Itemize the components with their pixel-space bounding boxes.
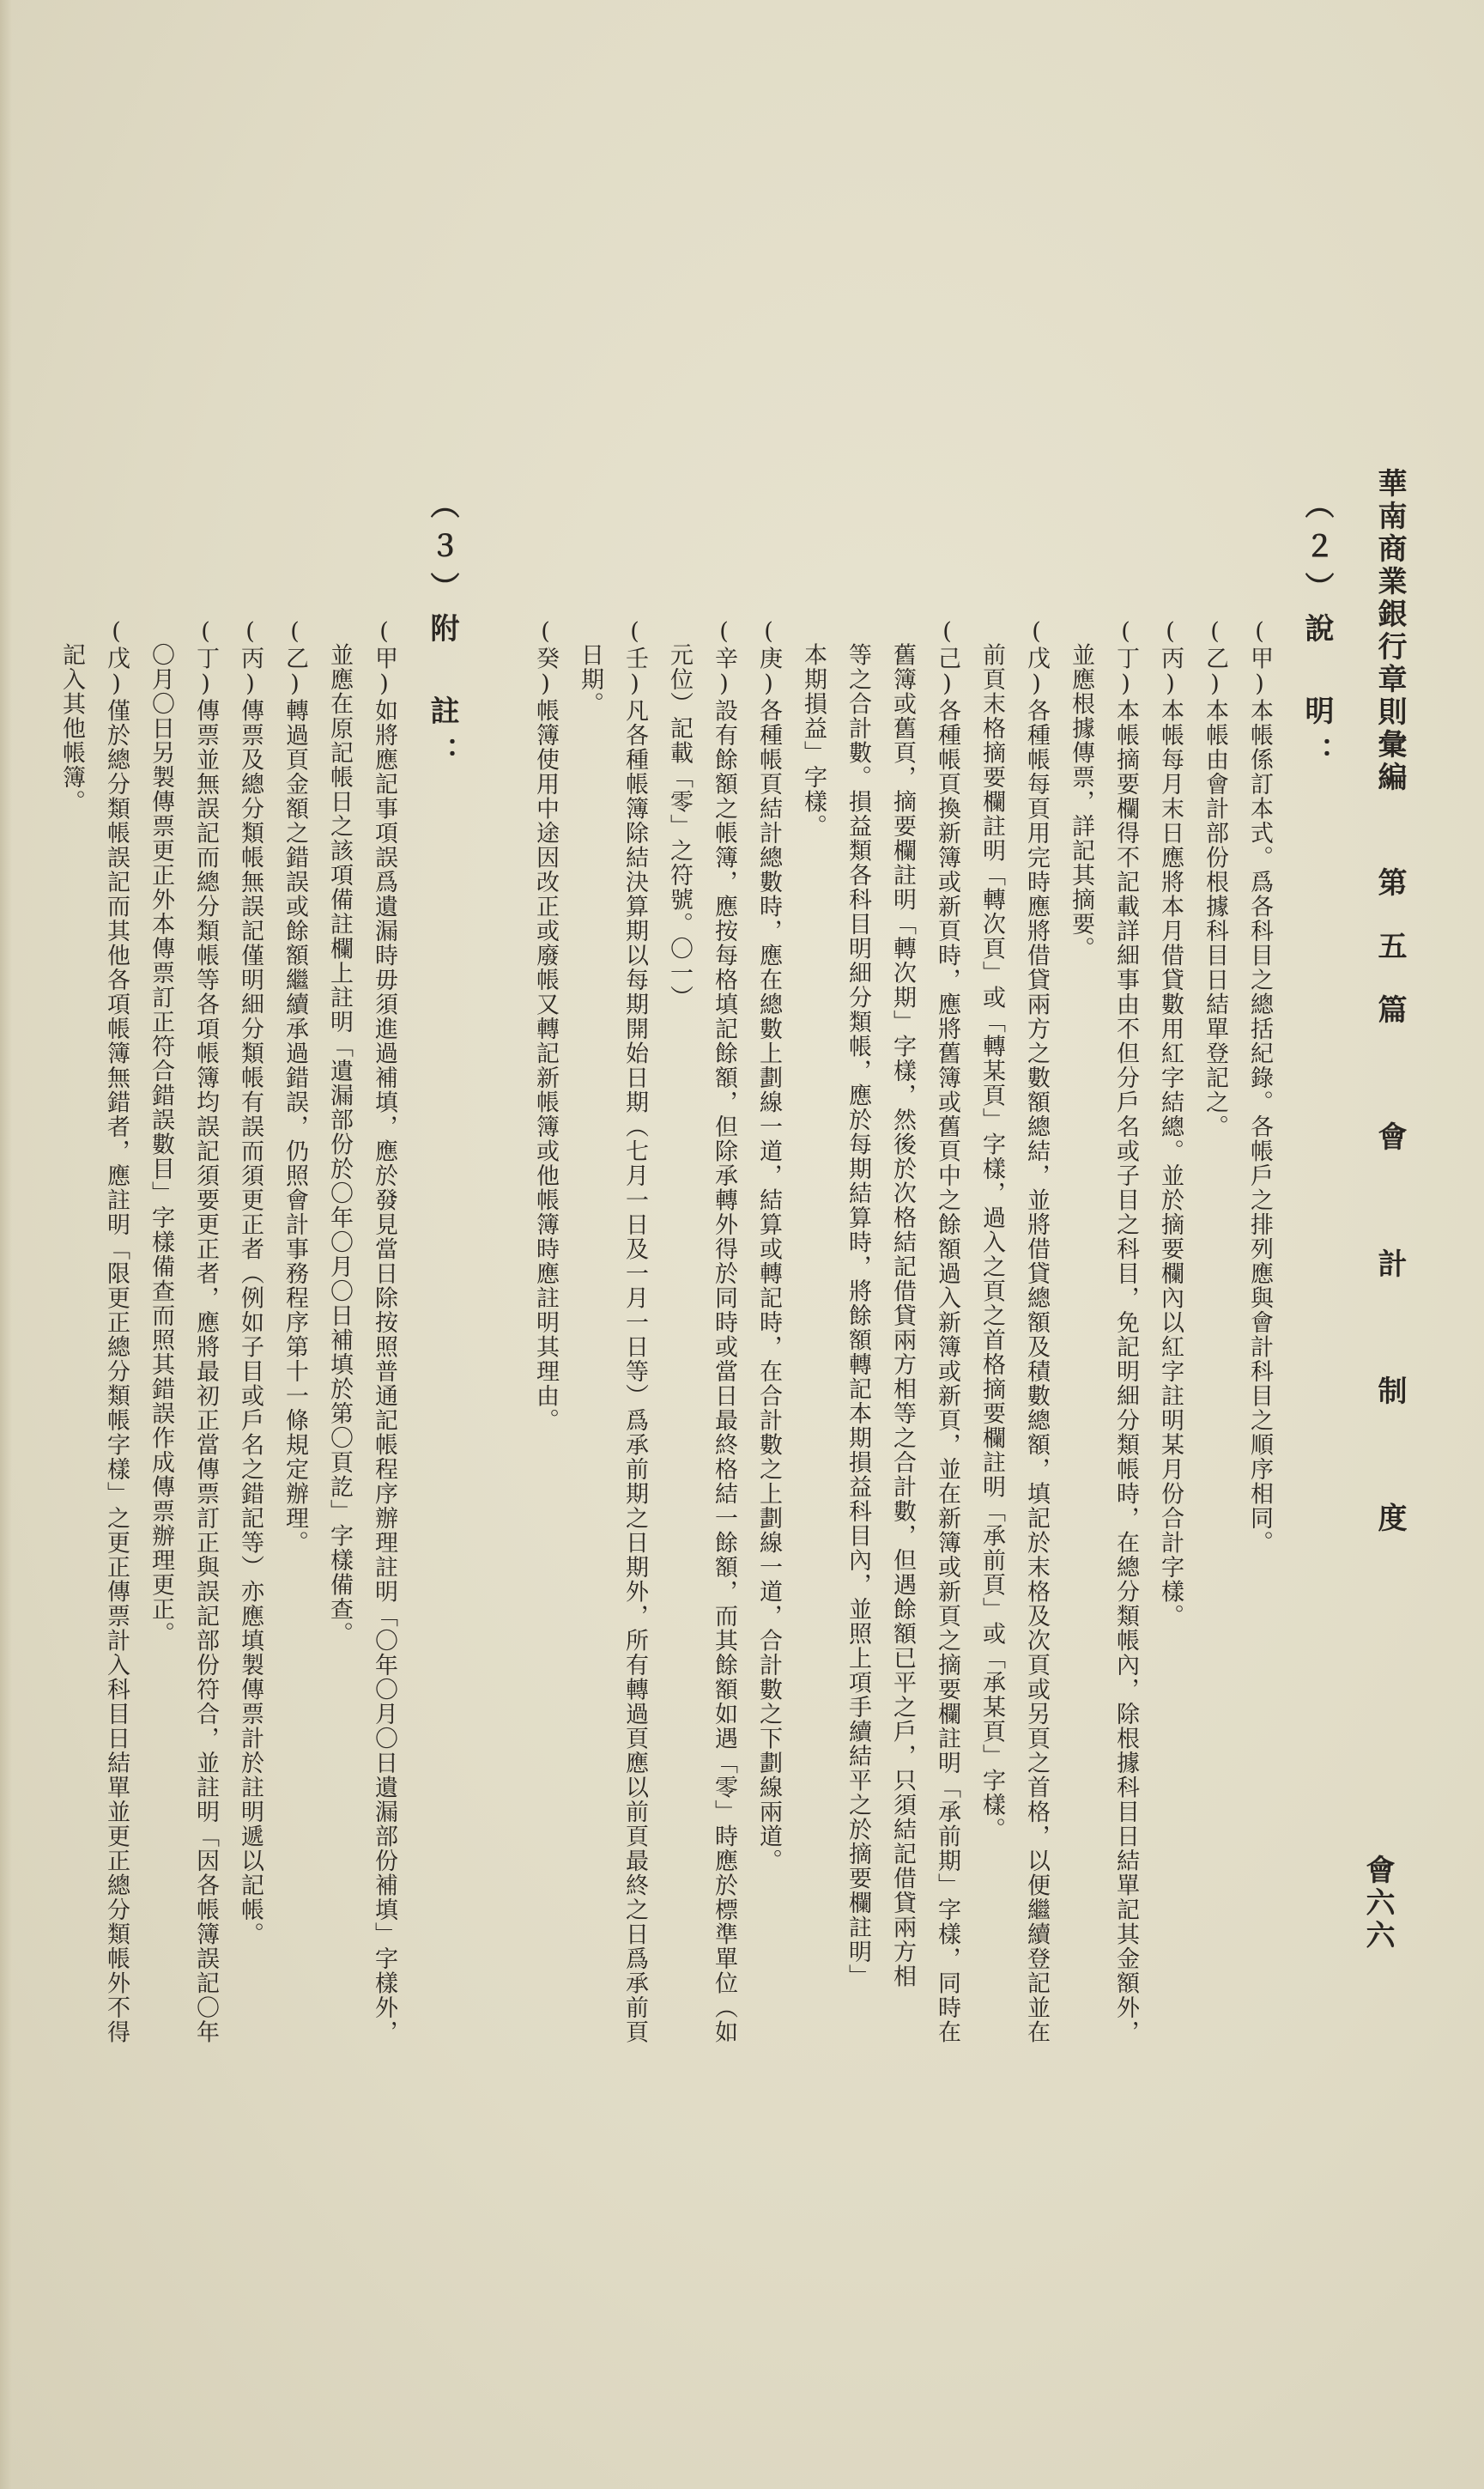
body-line: 並應在原記帳日之該項備註欄上註明「遺漏部份於〇年〇月〇日補填於第〇頁訖」字樣備查。: [326, 618, 353, 1646]
body-line: (戊)僅於總分類帳誤記而其他各項帳簿無錯者，應註明「限更正總分類帳字樣」之更正傳票計入科目日結單並更正總分類帳外不得: [103, 618, 130, 2044]
chapter-title: 第五篇 會 計 制 度: [1372, 867, 1407, 1566]
body-line: 〇月〇日另製傳票更正外本傳票訂正符合錯誤數目」字樣備查而照其錯誤作成傳票辦理更正。: [148, 618, 174, 1646]
book-title: 華南商業銀行章則彙編: [1372, 468, 1407, 794]
section-heading-explanation: （２）說 明：: [1299, 489, 1334, 778]
body-line: 日期。: [577, 618, 603, 716]
body-line: 等之合計數。損益類各科目明細分類帳，應於每期結算時，將餘額轉記本期損益科目內，並照上項手續結平之於摘要欄註明」: [845, 618, 871, 1988]
body-line: 元位）記載「零」之符號。〇一）: [666, 618, 693, 1010]
body-line: (己)各種帳頁換新簿或新頁時，應將舊簿或舊頁中之餘額過入新簿或新頁，並在新簿或新頁之摘要欄註明「承前期」字樣，同時在: [934, 618, 960, 2044]
body-line: (壬)凡各種帳簿除結決算期以每期開始日期（七月一日及一月一日等）爲承前期之日期外，所有轉過頁應以前頁最終之日爲承前頁: [621, 618, 648, 2044]
body-line: (丙)傳票及總分類帳無誤記僅明細分類帳有誤而須更正者（例如子目或戶名之錯記等）亦應填製傳票計於註明遞以記帳。: [237, 618, 263, 1946]
body-line: (甲)如將應記事項誤爲遺漏時毋須進過補填，應於發見當日除按照普通記帳程序辦理註明「〇年〇月〇日遺漏部份補填」字樣外，: [371, 618, 397, 2044]
body-line: (癸)帳簿使用中途因改正或廢帳又轉記新帳簿或他帳簿時應註明其理由。: [532, 618, 559, 1433]
body-line: (乙)轉過頁金額之錯誤或餘額繼續承過錯誤，仍照會計事務程序第十一條規定辦理。: [282, 618, 308, 1555]
page-spine-shadow: [0, 0, 12, 2489]
body-line: (丁)傳票並無誤記而總分類帳等各項帳簿均誤記須要更正者，應將最初正當傳票訂正與誤記部份符合，並註明「因各帳簿誤記〇年: [192, 618, 219, 2044]
section-heading-notes: （３）附 註：: [425, 489, 459, 778]
body-line: 並應根據傳票，詳記其摘要。: [1068, 618, 1094, 961]
body-line: (庚)各種帳頁結計總數時，應在總數上劃線一道，結算或轉記時，在合計數之上劃線一道，合計數之下劃線兩道。: [755, 618, 782, 1873]
body-line: (丁)本帳摘要欄得不記載詳細事由不但分戶名或子目之科目，免記明細分類帳時，在總分類帳內，除根據科目日結單記其金額外，: [1112, 618, 1139, 2044]
body-line: (丙)本帳每月末日應將本月借貸數用紅字結總。並於摘要欄內以紅字註明某月份合計字樣。: [1157, 618, 1184, 1629]
body-line: 本期損益」字樣。: [800, 618, 827, 839]
body-line: (乙)本帳由會計部份根據科目日結單登記之。: [1202, 618, 1228, 1139]
body-line: 前頁末格摘要欄註明「轉次頁」或「轉某頁」字樣，過入之頁之首格摘要欄註明「承前頁」或「承某頁」字樣。: [978, 618, 1005, 1842]
body-line: 記入其他帳簿。: [58, 618, 85, 814]
body-line: (甲)本帳係訂本式。爲各科目之總括紀錄。各帳戶之排列應與會計科目之順序相同。: [1246, 618, 1273, 1555]
body-line: (辛)設有餘額之帳簿，應按每格填記餘額，但除承轉外得於同時或當日最終格結一餘額，而其餘額如遇「零」時應於標準單位（如: [711, 618, 737, 2044]
body-line: 舊簿或舊頁，摘要欄註明「轉次期」字樣，然後於次格結記借貸兩方相等之合計數，但遇餘額已平之戶，只須結記借貸兩方相: [889, 618, 916, 1988]
body-line: (戊)各種帳每頁用完時應將借貸兩方之數額總結，並將借貸總額及積數總額，填記於末格及次頁或另頁之首格，以便繼續登記並在: [1023, 618, 1050, 2044]
page-number: 會六六: [1360, 1855, 1395, 1952]
